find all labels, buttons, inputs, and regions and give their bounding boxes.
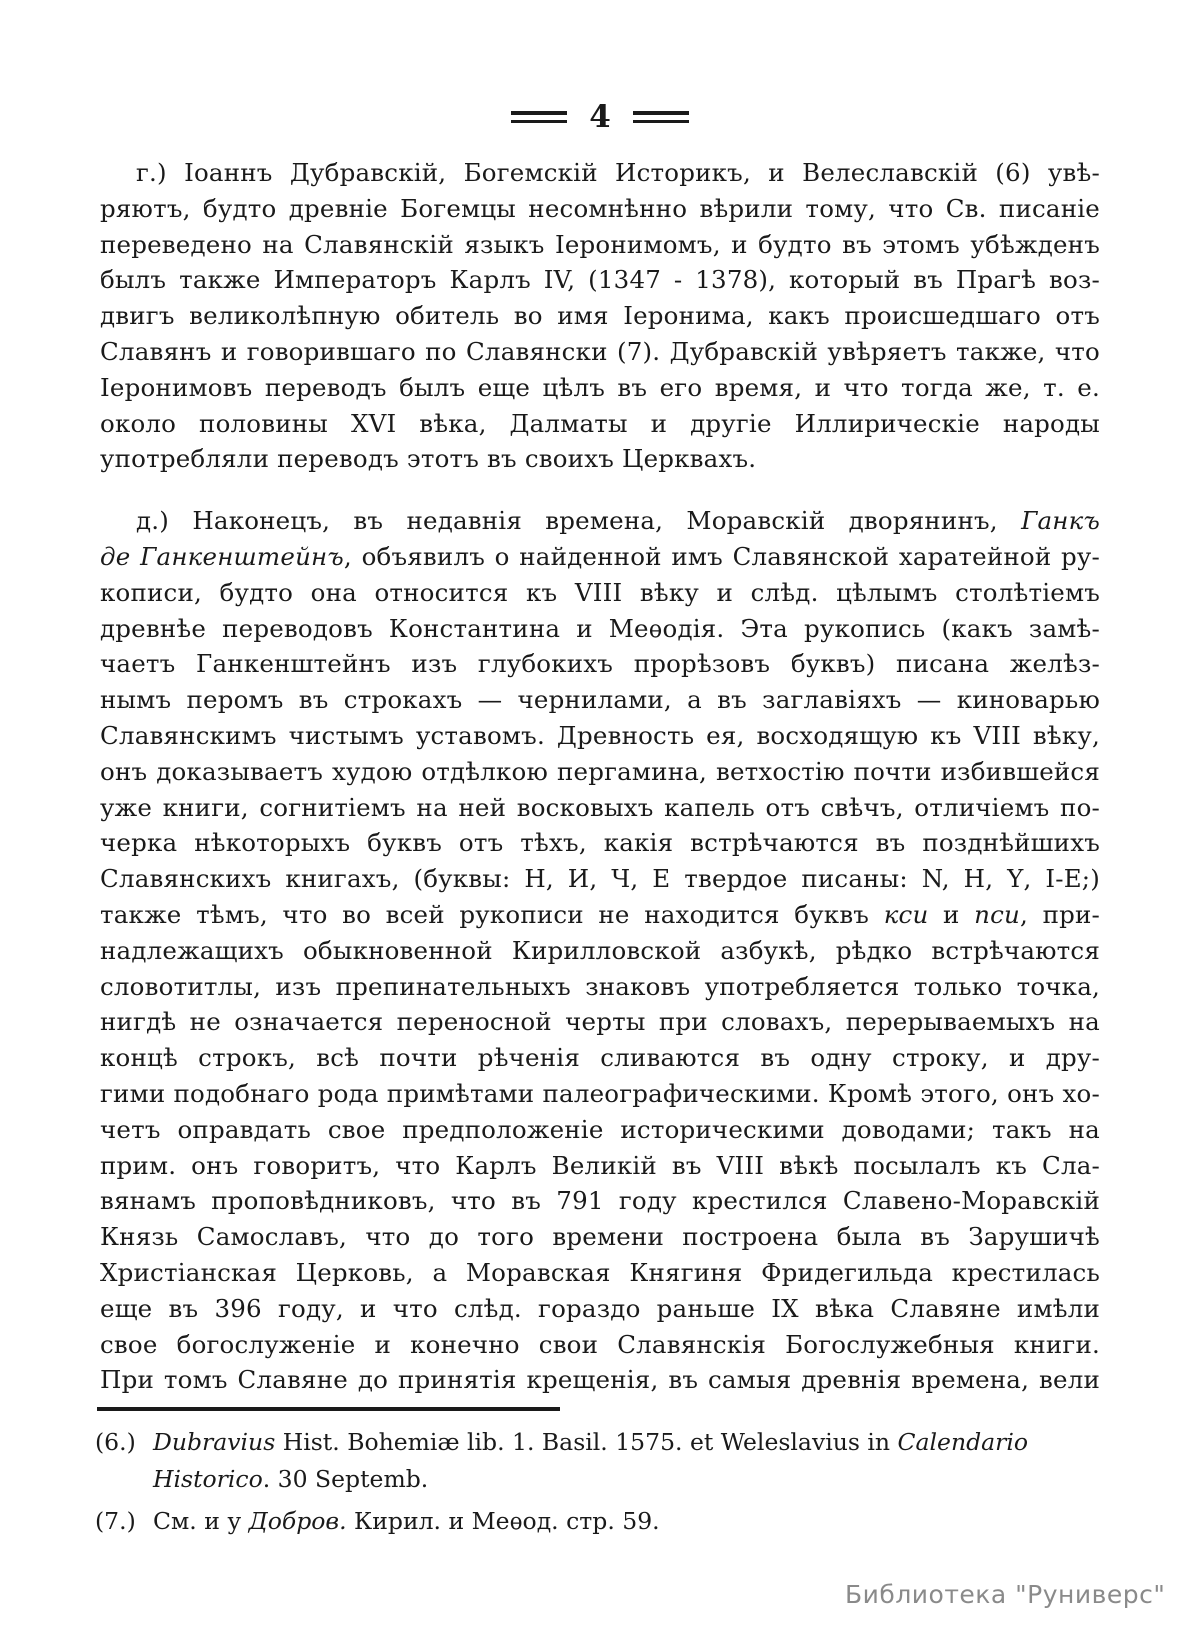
footnote-1 bbox=[95, 1424, 1105, 1498]
text-segment: концѣ строкъ, всѣ почти рѣченія сливаются въ одну строку, и дру- bbox=[100, 1043, 1100, 1073]
text-segment: черка нѣкоторыхъ буквъ отъ тѣхъ, какія встрѣчаются въ позднѣйшихъ bbox=[100, 828, 1100, 858]
text-line bbox=[100, 155, 1100, 191]
footnote-line bbox=[153, 1503, 1105, 1540]
text-segment: надлежащихъ обыкновенной Кирилловской азбукѣ, рѣдко встрѣчаются bbox=[100, 935, 1100, 965]
text-line bbox=[100, 1362, 1100, 1398]
text-line bbox=[100, 1148, 1100, 1184]
text-line bbox=[100, 539, 1100, 575]
text-segment: См. и у bbox=[153, 1507, 249, 1535]
text-segment: Ганкъ bbox=[1021, 506, 1100, 536]
text-segment: четъ оправдать свое предположеніе историческими доводами; такъ на bbox=[100, 1114, 1100, 1144]
page-number-rule-left-icon bbox=[511, 111, 567, 123]
text-segment: нымъ перомъ въ строкахъ — чернилами, а въ заглавіяхъ — киноварью bbox=[100, 685, 1100, 715]
text-line bbox=[100, 370, 1100, 406]
text-segment: Іеронимовъ переводъ былъ еще цѣлъ въ его время, и что тогда же, т. е. bbox=[100, 372, 1100, 402]
text-line bbox=[100, 406, 1100, 442]
text-segment: онъ доказываетъ худою отдѣлкою пергамина, ветхостію почти избившейся bbox=[100, 756, 1100, 786]
text-segment: Славянскихъ книгахъ, (буквы: Н, И, Ч, Е твердое писаны: N, Н, Υ, І-Е;) bbox=[100, 864, 1100, 894]
text-line bbox=[100, 334, 1100, 370]
text-line bbox=[100, 718, 1100, 754]
text-segment: д.) Наконецъ, въ недавнія времена, Моравскій дворянинъ, bbox=[136, 506, 1022, 536]
text-segment: кси bbox=[883, 899, 929, 929]
text-line bbox=[100, 191, 1100, 227]
text-segment: гими подобнаго рода примѣтами палеографическими. Кромѣ этого, онъ хо- bbox=[100, 1078, 1100, 1108]
text-line bbox=[100, 790, 1100, 826]
footnote-2 bbox=[95, 1503, 1105, 1540]
text-line bbox=[100, 646, 1100, 682]
text-segment: Славянскимъ чистымъ уставомъ. Древность ея, восходящую къ VIII вѣку, bbox=[100, 720, 1100, 750]
text-segment: Historico bbox=[153, 1465, 263, 1493]
footnote-line bbox=[153, 1424, 1105, 1461]
text-segment: нигдѣ не означается переносной черты при словахъ, перерываемыхъ на bbox=[100, 1007, 1100, 1037]
paragraph-2 bbox=[100, 503, 1100, 1398]
text-segment: и bbox=[928, 899, 975, 929]
text-segment: словотитлы, изъ препинательныхъ знаковъ употребляется только точка, bbox=[100, 971, 1100, 1001]
text-segment: Христіанская Церковь, а Моравская Княгиня Фридегильда крестилась bbox=[100, 1257, 1100, 1287]
text-segment: Князь Самославъ, что до того времени построена была въ Зарушичѣ bbox=[100, 1222, 1100, 1252]
text-segment: При томъ Славяне до принятія крещенія, въ самыя древнія времена, вели bbox=[100, 1365, 1100, 1395]
footnote-content bbox=[153, 1424, 1105, 1498]
text-segment: уже книги, согнитіемъ на ней восковыхъ капель отъ свѣчъ, отличіемъ по- bbox=[100, 792, 1100, 822]
page-number-rule-right-icon bbox=[633, 111, 689, 123]
text-line bbox=[100, 1183, 1100, 1219]
footnote-marker: (6.) bbox=[95, 1428, 136, 1456]
text-line bbox=[100, 1291, 1100, 1327]
text-line bbox=[100, 298, 1100, 334]
text-segment: г.) Іоаннъ Дубравскій, Богемскій Историкъ, и Велеславскій (6) увѣ- bbox=[136, 158, 1100, 187]
footnote-line bbox=[153, 1461, 1105, 1498]
text-line bbox=[100, 1040, 1100, 1076]
text-line bbox=[100, 611, 1100, 647]
text-line bbox=[100, 933, 1100, 969]
text-line bbox=[100, 754, 1100, 790]
text-segment: пси bbox=[974, 899, 1020, 929]
text-segment: . 30 Septemb. bbox=[262, 1465, 429, 1493]
text-segment: Кирил. и Меѳод. стр. 59. bbox=[346, 1507, 660, 1535]
text-line bbox=[100, 1004, 1100, 1040]
text-segment: Hist. Bohemiæ lib. 1. Basil. 1575. et Weleslavius in bbox=[275, 1428, 898, 1456]
footnotes bbox=[95, 1424, 1105, 1540]
text-segment: прим. онъ говоритъ, что Карлъ Великій въ VIII вѣкѣ посылалъ къ Сла- bbox=[100, 1150, 1100, 1180]
text-line bbox=[100, 1327, 1100, 1363]
footnote-separator bbox=[97, 1407, 560, 1411]
page-header bbox=[0, 99, 1200, 135]
text-line bbox=[100, 575, 1100, 611]
text-line bbox=[100, 441, 1100, 477]
text-segment: былъ также Императоръ Карлъ IV, (1347 - 1378), который въ Прагѣ воз- bbox=[100, 265, 1100, 295]
text-segment: Славянъ и говорившаго по Славянски (7). Дубравскій увѣряетъ также, что bbox=[100, 336, 1100, 366]
text-segment: де Ганкенштейнъ bbox=[100, 541, 344, 571]
text-line bbox=[100, 825, 1100, 861]
text-segment: употребляли переводъ этотъ въ своихъ Церквахъ. bbox=[100, 444, 757, 474]
text-segment: свое богослуженіе и конечно свои Славянскія Богослужебныя книги. bbox=[100, 1329, 1100, 1359]
text-line bbox=[100, 262, 1100, 298]
text-segment: ряютъ, будто древніе Богемцы несомнѣнно вѣрили тому, что Св. писаніе bbox=[100, 193, 1100, 223]
text-segment: Dubravius bbox=[153, 1428, 276, 1456]
text-segment: также тѣмъ, что во всей рукописи не находится буквъ bbox=[100, 899, 884, 929]
text-line bbox=[100, 897, 1100, 933]
text-segment: , объявилъ о найденной имъ Славянской харатейной ру- bbox=[343, 541, 1101, 571]
text-line bbox=[100, 1219, 1100, 1255]
text-body bbox=[100, 155, 1100, 1398]
text-segment: , при- bbox=[1020, 899, 1100, 929]
text-line bbox=[100, 1112, 1100, 1148]
page-number: 4 bbox=[589, 99, 611, 135]
text-segment: около половины XVI вѣка, Далматы и другіе Иллирическіе народы bbox=[100, 408, 1100, 438]
watermark: Библиотека "Руниверс" bbox=[845, 1580, 1166, 1609]
text-segment: переведено на Славянскій языкъ Іеронимомъ, и будто въ этомъ убѣжденъ bbox=[100, 229, 1100, 259]
text-line bbox=[100, 227, 1100, 263]
footnote-marker: (7.) bbox=[95, 1507, 136, 1535]
text-segment: древнѣе переводовъ Константина и Меѳодія. Эта рукопись (какъ замѣ- bbox=[100, 613, 1100, 643]
text-line bbox=[100, 969, 1100, 1005]
text-line bbox=[100, 503, 1100, 539]
footnote-content bbox=[153, 1503, 1105, 1540]
text-segment: чаетъ Ганкенштейнъ изъ глубокихъ прорѣзовъ буквъ) писана желѣз- bbox=[100, 649, 1100, 679]
text-line bbox=[100, 861, 1100, 897]
text-line bbox=[100, 682, 1100, 718]
text-segment: еще въ 396 году, и что слѣд. гораздо раньше IX вѣка Славяне имѣли bbox=[100, 1293, 1100, 1323]
text-segment: Calendario bbox=[897, 1428, 1029, 1456]
text-segment: Добров. bbox=[248, 1507, 347, 1535]
text-segment: вянамъ проповѣдниковъ, что въ 791 году крестился Славено-Моравскій bbox=[100, 1186, 1100, 1216]
text-line bbox=[100, 1076, 1100, 1112]
text-line bbox=[100, 1255, 1100, 1291]
paragraph-1 bbox=[100, 155, 1100, 477]
text-segment: кописи, будто она относится къ VIII вѣку и слѣд. цѣлымъ столѣтіемъ bbox=[100, 577, 1100, 607]
text-segment: двигъ великолѣпную обитель во имя Іеронима, какъ происшедшаго отъ bbox=[100, 301, 1100, 331]
